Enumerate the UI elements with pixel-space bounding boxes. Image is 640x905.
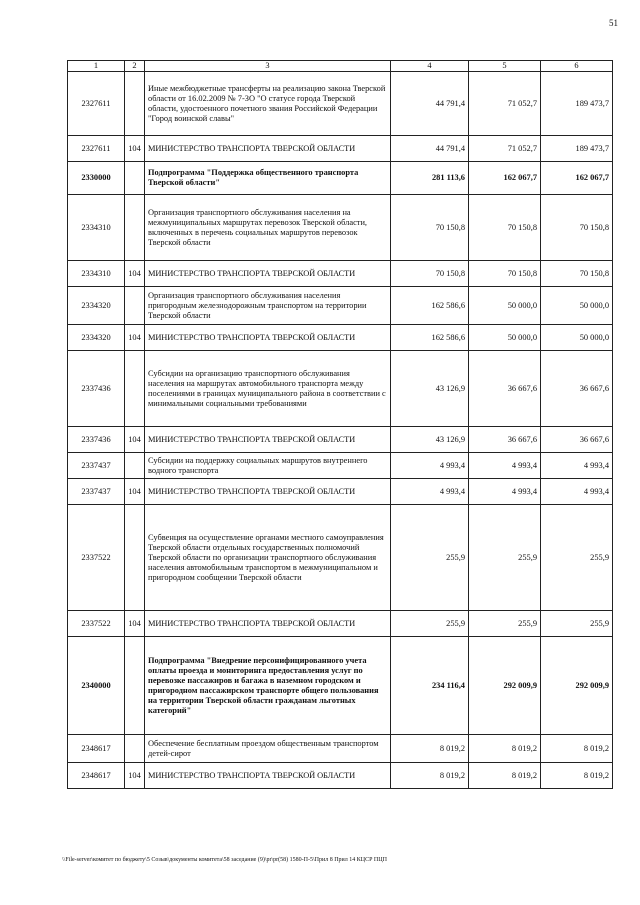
- value-cell-col4: 162 586,6: [391, 325, 469, 351]
- name-cell: МИНИСТЕРСТВО ТРАНСПОРТА ТВЕРСКОЙ ОБЛАСТИ: [145, 427, 391, 453]
- name-cell: Подпрограмма "Поддержка общественного транспорта Тверской области": [145, 162, 391, 195]
- name-cell: Субсидии на организацию транспортного обслуживания населения на маршрутах автомобильного транспорта между поселениями в границах муниципального района в соответствии с минимальными социальными требованиями: [145, 351, 391, 427]
- code-cell: 2348617: [68, 735, 125, 763]
- value-cell-col4: 44 791,4: [391, 72, 469, 136]
- table-row: [68, 637, 613, 735]
- value-cell-col4: 8 019,2: [391, 763, 469, 789]
- value-cell-col4: 255,9: [391, 505, 469, 611]
- code-cell: 2327611: [68, 136, 125, 162]
- value-cell-col4: 234 116,4: [391, 637, 469, 735]
- name-cell: МИНИСТЕРСТВО ТРАНСПОРТА ТВЕРСКОЙ ОБЛАСТИ: [145, 325, 391, 351]
- name-cell: Иные межбюджетные трансферты на реализацию закона Тверской области от 16.02.2009 № 7-ЗО "О статусе города Тверской области, удостоенного почетного звания Российской Федерации "Город воинской славы": [145, 72, 391, 136]
- table-row: [68, 136, 613, 162]
- value-cell-col6: 70 150,8: [541, 261, 613, 287]
- value-cell-col6: 50 000,0: [541, 287, 613, 325]
- value-cell-col6: 8 019,2: [541, 763, 613, 789]
- code-cell: 2337522: [68, 611, 125, 637]
- header-cell-6: 6: [541, 61, 613, 72]
- kvsr-cell: 104: [125, 325, 145, 351]
- kvsr-cell: [125, 195, 145, 261]
- name-cell: МИНИСТЕРСТВО ТРАНСПОРТА ТВЕРСКОЙ ОБЛАСТИ: [145, 261, 391, 287]
- value-cell-col4: 255,9: [391, 611, 469, 637]
- name-cell: Подпрограмма "Внедрение персонифицированного учета оплаты проезда и мониторинга предоставления услуг по перевозке пассажиров и багажа в наземном городском и пригородном пассажирском транспорте общего пользования на территории Тверской области гражданам льготных категорий": [145, 637, 391, 735]
- table-row: [68, 735, 613, 763]
- code-cell: 2334310: [68, 195, 125, 261]
- name-cell: Субвенция на осуществление органами местного самоуправления Тверской области отдельных государственных полномочий Тверской области по организации транспортного обслуживания населения автомобильным транспортом в межмуниципальном и пригородном сообщении Тверской области: [145, 505, 391, 611]
- table-row: [68, 479, 613, 505]
- name-cell: Субсидии на поддержку социальных маршрутов внутреннего водного транспорта: [145, 453, 391, 479]
- table-row: [68, 611, 613, 637]
- value-cell-col5: 70 150,8: [469, 195, 541, 261]
- value-cell-col4: 43 126,9: [391, 427, 469, 453]
- value-cell-col5: 4 993,4: [469, 453, 541, 479]
- value-cell-col5: 4 993,4: [469, 479, 541, 505]
- kvsr-cell: 104: [125, 261, 145, 287]
- name-cell: Организация транспортного обслуживания населения пригородным железнодорожным транспортом на территории Тверской области: [145, 287, 391, 325]
- value-cell-col5: 162 067,7: [469, 162, 541, 195]
- name-cell: МИНИСТЕРСТВО ТРАНСПОРТА ТВЕРСКОЙ ОБЛАСТИ: [145, 136, 391, 162]
- value-cell-col5: 255,9: [469, 611, 541, 637]
- header-cell-5: 5: [469, 61, 541, 72]
- table-row: [68, 162, 613, 195]
- code-cell: 2327611: [68, 72, 125, 136]
- table-row: [68, 325, 613, 351]
- value-cell-col5: 71 052,7: [469, 136, 541, 162]
- kvsr-cell: 104: [125, 763, 145, 789]
- value-cell-col4: 4 993,4: [391, 453, 469, 479]
- file-path-footer: \\File-server\комитет по бюджету\5 Созыв\документы комитета\58 заседание (9)\pr\pr(58) 1580-П-5\Прил 8 Прил 14 КЦСР ПЦП: [62, 857, 387, 863]
- value-cell-col4: 8 019,2: [391, 735, 469, 763]
- table-row: [68, 453, 613, 479]
- code-cell: 2348617: [68, 763, 125, 789]
- code-cell: 2337436: [68, 351, 125, 427]
- value-cell-col5: 292 009,9: [469, 637, 541, 735]
- kvsr-cell: 104: [125, 427, 145, 453]
- value-cell-col6: 189 473,7: [541, 72, 613, 136]
- table-row: [68, 351, 613, 427]
- table-row: [68, 261, 613, 287]
- value-cell-col5: 36 667,6: [469, 351, 541, 427]
- table-row: [68, 763, 613, 789]
- value-cell-col4: 70 150,8: [391, 195, 469, 261]
- code-cell: 2334320: [68, 287, 125, 325]
- kvsr-cell: 104: [125, 136, 145, 162]
- value-cell-col5: 8 019,2: [469, 735, 541, 763]
- code-cell: 2330000: [68, 162, 125, 195]
- table-row: [68, 287, 613, 325]
- value-cell-col5: 71 052,7: [469, 72, 541, 136]
- value-cell-col4: 162 586,6: [391, 287, 469, 325]
- value-cell-col4: 44 791,4: [391, 136, 469, 162]
- code-cell: 2337522: [68, 505, 125, 611]
- table-row: [68, 72, 613, 136]
- kvsr-cell: [125, 351, 145, 427]
- value-cell-col6: 4 993,4: [541, 479, 613, 505]
- name-cell: Организация транспортного обслуживания населения на межмуниципальных маршрутах перевозок Тверской области, включенных в перечень социальных маршрутов перевозок Тверской области: [145, 195, 391, 261]
- value-cell-col4: 281 113,6: [391, 162, 469, 195]
- header-cell-4: 4: [391, 61, 469, 72]
- header-cell-2: 2: [125, 61, 145, 72]
- code-cell: 2337437: [68, 453, 125, 479]
- value-cell-col5: 50 000,0: [469, 287, 541, 325]
- value-cell-col6: 8 019,2: [541, 735, 613, 763]
- budget-table: [67, 60, 613, 789]
- value-cell-col5: 8 019,2: [469, 763, 541, 789]
- value-cell-col4: 43 126,9: [391, 351, 469, 427]
- kvsr-cell: 104: [125, 479, 145, 505]
- value-cell-col5: 70 150,8: [469, 261, 541, 287]
- value-cell-col6: 189 473,7: [541, 136, 613, 162]
- value-cell-col6: 292 009,9: [541, 637, 613, 735]
- name-cell: МИНИСТЕРСТВО ТРАНСПОРТА ТВЕРСКОЙ ОБЛАСТИ: [145, 763, 391, 789]
- kvsr-cell: [125, 287, 145, 325]
- table-body: [68, 72, 613, 789]
- header-cell-3: 3: [145, 61, 391, 72]
- value-cell-col6: 255,9: [541, 611, 613, 637]
- value-cell-col5: 50 000,0: [469, 325, 541, 351]
- code-cell: 2340000: [68, 637, 125, 735]
- value-cell-col6: 36 667,6: [541, 427, 613, 453]
- value-cell-col6: 50 000,0: [541, 325, 613, 351]
- code-cell: 2334320: [68, 325, 125, 351]
- value-cell-col6: 70 150,8: [541, 195, 613, 261]
- page-number: 51: [609, 18, 618, 28]
- name-cell: МИНИСТЕРСТВО ТРАНСПОРТА ТВЕРСКОЙ ОБЛАСТИ: [145, 479, 391, 505]
- value-cell-col6: 36 667,6: [541, 351, 613, 427]
- value-cell-col6: 255,9: [541, 505, 613, 611]
- table-row: [68, 427, 613, 453]
- header-cell-1: 1: [68, 61, 125, 72]
- value-cell-col4: 4 993,4: [391, 479, 469, 505]
- code-cell: 2337437: [68, 479, 125, 505]
- value-cell-col6: 162 067,7: [541, 162, 613, 195]
- code-cell: 2334310: [68, 261, 125, 287]
- name-cell: Обеспечение бесплатным проездом общественным транспортом детей-сирот: [145, 735, 391, 763]
- kvsr-cell: [125, 637, 145, 735]
- kvsr-cell: [125, 505, 145, 611]
- value-cell-col6: 4 993,4: [541, 453, 613, 479]
- kvsr-cell: [125, 72, 145, 136]
- kvsr-cell: [125, 162, 145, 195]
- kvsr-cell: 104: [125, 611, 145, 637]
- value-cell-col5: 255,9: [469, 505, 541, 611]
- table-row: [68, 505, 613, 611]
- kvsr-cell: [125, 735, 145, 763]
- kvsr-cell: [125, 453, 145, 479]
- name-cell: МИНИСТЕРСТВО ТРАНСПОРТА ТВЕРСКОЙ ОБЛАСТИ: [145, 611, 391, 637]
- value-cell-col5: 36 667,6: [469, 427, 541, 453]
- code-cell: 2337436: [68, 427, 125, 453]
- header-row: [68, 61, 613, 72]
- value-cell-col4: 70 150,8: [391, 261, 469, 287]
- table-row: [68, 195, 613, 261]
